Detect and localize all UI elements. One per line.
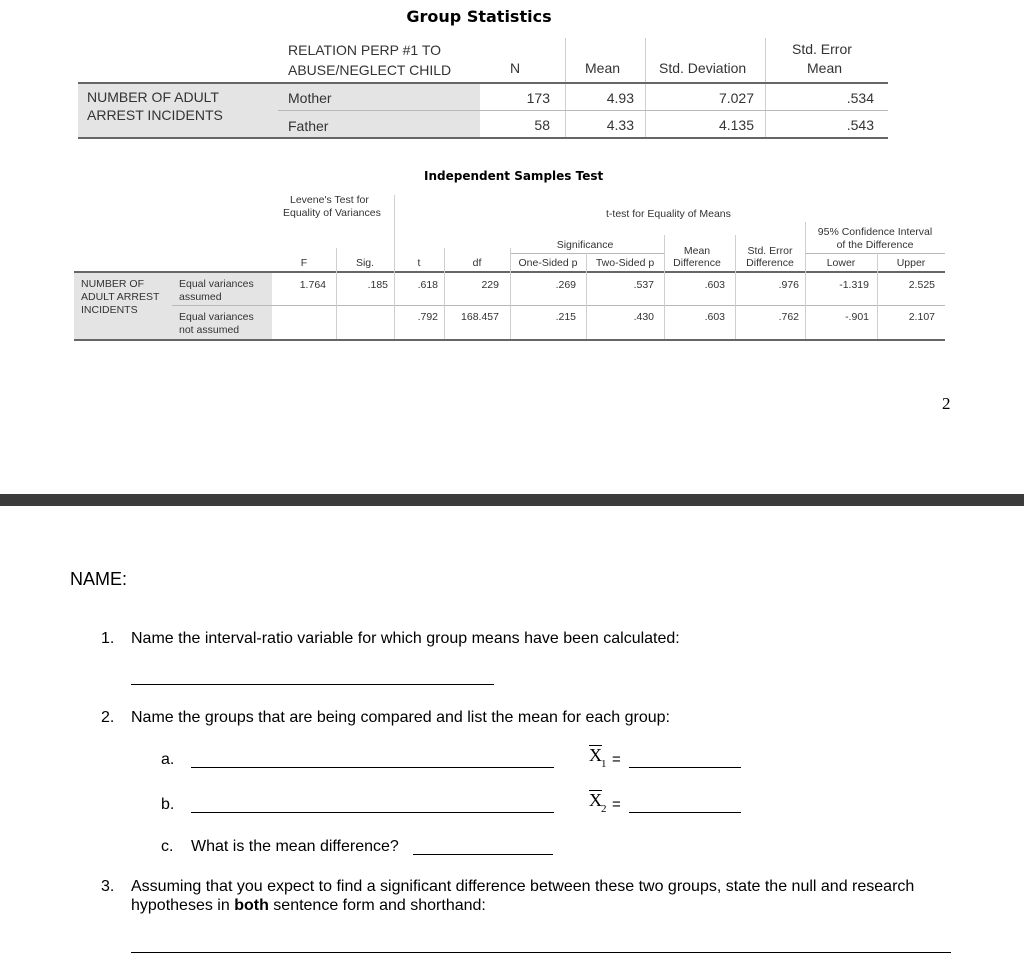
gs-se-mother: .534 [846,90,874,106]
ist-row1-two-sided: .537 [633,279,654,291]
ist-levene-2: Equality of Variances [283,207,381,219]
gs-mean-mother: 4.93 [606,90,634,106]
q3-text-line1: Assuming that you expect to find a significant difference between these two groups, state the null and research [131,878,915,895]
q2b-label: b. [161,796,175,813]
xbar2-answer-line[interactable] [629,812,741,813]
ist-ci-1: 95% Confidence Interval [817,226,933,238]
ist-col-upper: Upper [896,257,926,269]
ist-row2-one-sided: .215 [555,311,576,323]
gs-se-father: .543 [846,117,874,133]
page-number: 2 [942,394,951,413]
q3-number: 3. [101,878,115,895]
ist-mean-diff-1: Mean [683,245,711,257]
q2a-label: a. [161,751,175,768]
ist-row2-mean-diff: .603 [704,311,725,323]
gs-row-label-1: NUMBER OF ADULT [87,89,219,105]
gs-header-relation-2: ABUSE/NEGLECT CHILD [288,62,452,78]
gs-n-father: 58 [534,117,550,133]
ist-row2-upper: 2.107 [908,311,935,323]
ist-levene-1: Levene's Test for [290,194,369,206]
xbar1-subscript: 1 [601,758,607,770]
q3-text-bold: both [234,897,269,914]
q3-text-post: sentence form and shorthand: [268,897,486,914]
independent-samples-test-title: Independent Samples Test [424,169,604,183]
ist-row-label-2: ADULT ARREST [81,291,160,303]
ist-col-df: df [472,257,482,269]
ist-col-one-sided: One-Sided p [518,257,578,269]
xbar2-symbol: X [589,790,602,810]
ist-row1-se-diff: .976 [778,279,799,291]
ist-row2-label-1: Equal variances [179,311,254,323]
ist-col-t: t [417,257,421,269]
q2-text: Name the groups that are being compared and list the mean for each group: [131,709,670,726]
gs-sd-father: 4.135 [718,117,754,133]
ist-se-diff-1: Std. Error [747,245,793,257]
ist-col-sig: Sig. [355,257,375,269]
gs-header-n: N [510,60,521,76]
gs-header-relation-1: RELATION PERP #1 TO [288,42,442,58]
gs-group-father: Father [288,118,329,134]
xbar1-symbol: X [589,745,602,765]
ist-mean-diff-2: Difference [673,257,721,269]
q3-text-line2 [131,897,486,915]
ist-col-f: F [300,257,308,269]
ist-row1-t: .618 [417,279,438,291]
xbar2-subscript: 2 [601,803,607,815]
ist-row1-one-sided: .269 [555,279,576,291]
gs-header-std-dev: Std. Deviation [659,60,747,76]
ist-ttest-header: t-test for Equality of Means [606,208,731,220]
ist-row1-label-2: assumed [179,291,222,303]
gs-n-mother: 173 [526,90,550,106]
ist-row2-df: 168.457 [461,311,499,323]
ist-row1-sig: .185 [367,279,388,291]
ist-row1-label-1: Equal variances [179,278,254,290]
ist-row2-label-2: not assumed [179,324,240,336]
q2b-answer-line[interactable] [191,812,554,813]
xbar1-equals: = [612,751,621,768]
ist-row1-upper: 2.525 [908,279,935,291]
gs-row-label-2: ARREST INCIDENTS [87,107,223,123]
q1-answer-line[interactable] [131,684,494,685]
gs-header-se-1: Std. Error [792,41,852,57]
ist-row1-df: 229 [481,279,499,291]
xbar1-answer-line[interactable] [629,767,741,768]
q2c-label: c. [161,838,174,855]
ist-se-diff-2: Difference [746,257,794,269]
name-label: NAME: [70,569,128,589]
q2c-text: What is the mean difference? [191,838,399,855]
ist-row1-f: 1.764 [299,279,326,291]
ist-row2-lower: -.901 [845,311,869,323]
gs-sd-mother: 7.027 [718,90,754,106]
ist-row-label-1: NUMBER OF [81,278,144,290]
ist-row2-se-diff: .762 [778,311,799,323]
ist-row1-lower: -1.319 [839,279,869,291]
gs-mean-father: 4.33 [606,117,634,133]
ist-row2-two-sided: .430 [633,311,654,323]
gs-group-mother: Mother [288,90,332,106]
group-statistics-title: Group Statistics [406,7,552,26]
ist-ci-2: of the Difference [836,239,914,251]
q1-number: 1. [101,630,115,647]
q1-text: Name the interval-ratio variable for which group means have been calculated: [131,630,680,647]
q2a-answer-line[interactable] [191,767,554,768]
q3-answer-line[interactable] [131,952,951,953]
ist-row2-t: .792 [417,311,438,323]
xbar2-equals: = [612,796,621,813]
q3-text-pre: hypotheses in [131,897,235,914]
gs-header-mean: Mean [585,60,621,76]
ist-row-label-3: INCIDENTS [81,304,138,316]
q2c-answer-line[interactable] [413,854,553,855]
q2-number: 2. [101,709,115,726]
ist-significance: Significance [556,239,614,251]
ist-row1-mean-diff: .603 [704,279,725,291]
gs-header-se-2: Mean [807,60,843,76]
ist-col-lower: Lower [826,257,856,269]
ist-col-two-sided: Two-Sided p [595,257,655,269]
page-divider [0,494,1024,506]
